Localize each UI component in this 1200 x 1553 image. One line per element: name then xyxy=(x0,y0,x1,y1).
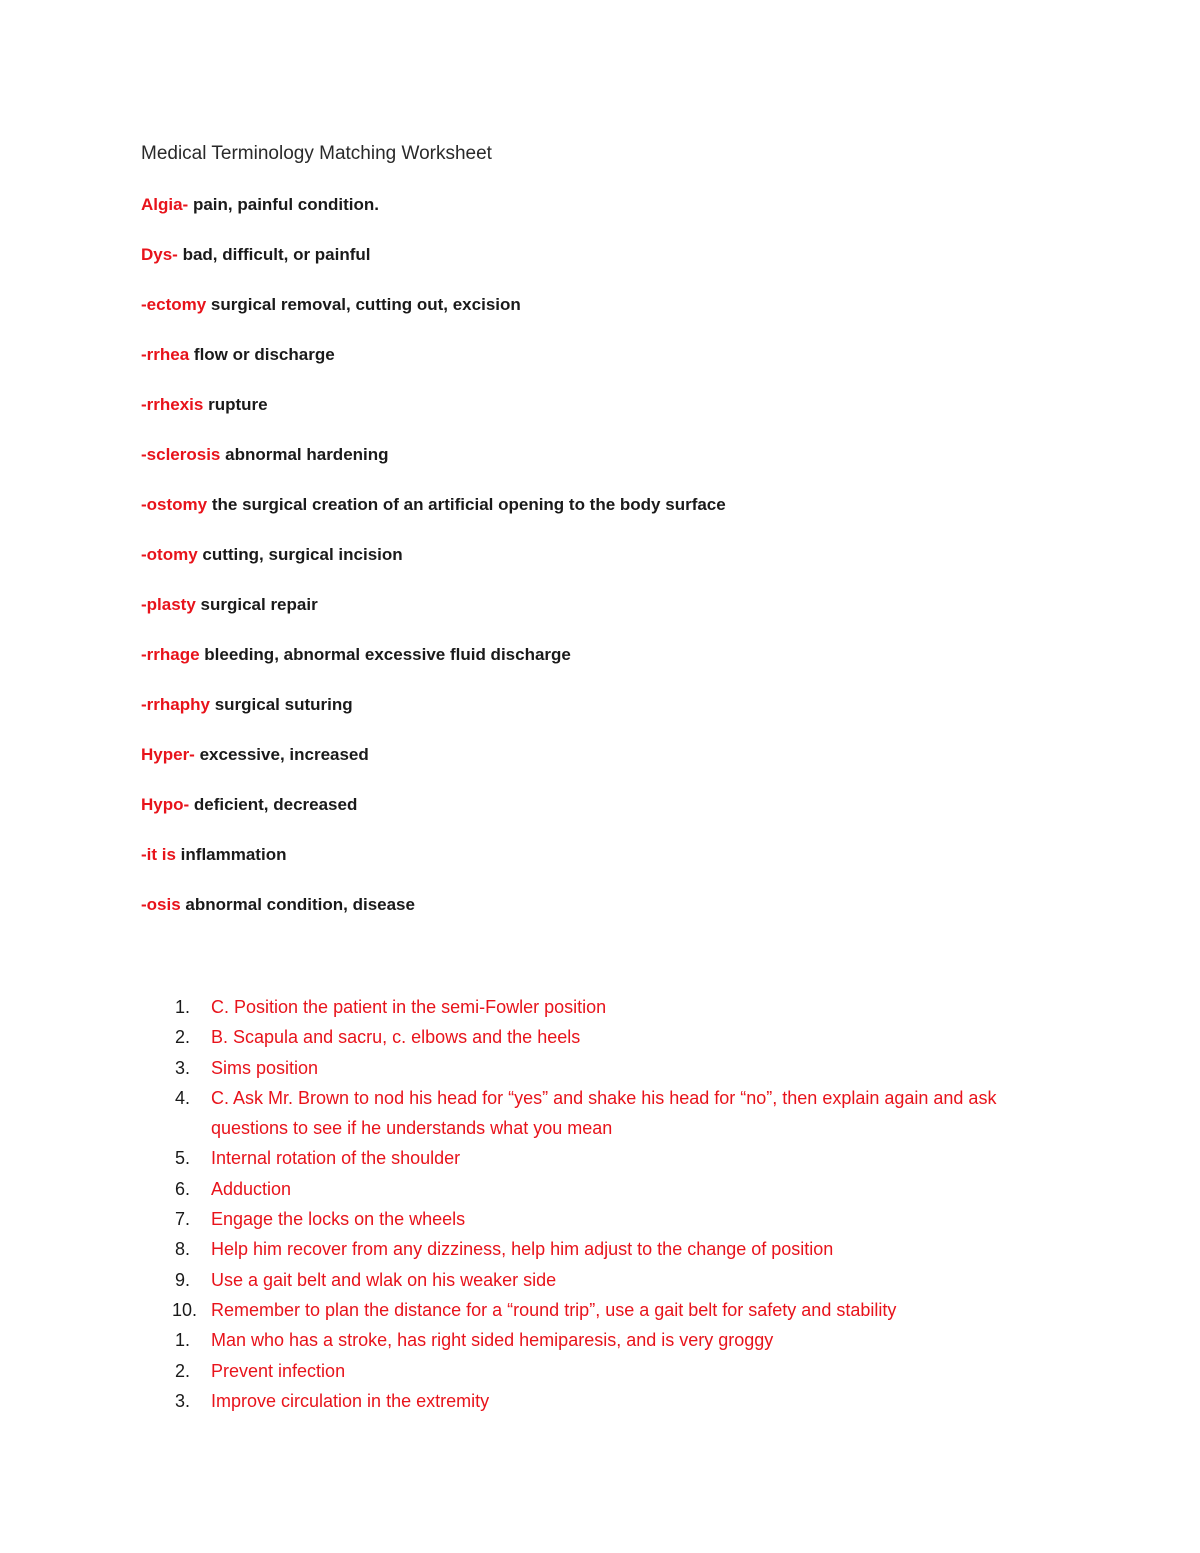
term-item xyxy=(141,193,726,243)
term-item xyxy=(141,643,726,693)
answer-number: 7. xyxy=(175,1209,191,1230)
term-item xyxy=(141,493,726,543)
term-definition: rupture xyxy=(203,395,268,414)
answer-item xyxy=(141,1325,1061,1355)
term-item xyxy=(141,793,726,843)
answer-item xyxy=(141,1053,1061,1083)
term-list xyxy=(141,193,726,943)
answer-item xyxy=(141,1174,1061,1204)
term-item xyxy=(141,743,726,793)
term-definition: surgical removal, cutting out, excision xyxy=(206,295,521,314)
term-word: -sclerosis xyxy=(141,445,221,464)
term-word: -plasty xyxy=(141,595,196,614)
answer-item xyxy=(141,1022,1061,1052)
answer-text: B. Scapula and sacru, c. elbows and the heels xyxy=(211,1027,581,1048)
term-item xyxy=(141,893,726,943)
answer-text: C. Position the patient in the semi-Fowler position xyxy=(211,997,607,1017)
term-definition: bleeding, abnormal excessive fluid discharge xyxy=(199,645,571,664)
term-word: -ostomy xyxy=(141,495,208,514)
term-word: -rrhexis xyxy=(141,395,204,414)
term-item xyxy=(141,693,726,743)
term-definition: bad, difficult, or painful xyxy=(177,245,371,264)
term-word: -it is xyxy=(141,845,176,864)
answer-item xyxy=(141,1204,1061,1234)
answer-item xyxy=(141,1356,1061,1386)
document-title: Medical Terminology Matching Worksheet xyxy=(141,143,492,164)
answer-number: 5. xyxy=(175,1148,191,1169)
answer-item xyxy=(141,1083,1061,1144)
term-word: -rrhea xyxy=(141,345,190,364)
term-word: Algia- xyxy=(141,195,189,214)
answer-number: 10. xyxy=(172,1299,198,1320)
term-item xyxy=(141,843,726,893)
answer-item xyxy=(141,1143,1061,1173)
answer-number: 4. xyxy=(175,1087,191,1108)
term-definition: deficient, decreased xyxy=(189,795,358,814)
term-item xyxy=(141,343,726,393)
answer-item xyxy=(141,992,1061,1022)
term-definition: surgical suturing xyxy=(209,695,353,714)
answer-text: Remember to plan the distance for a “round trip”, use a gait belt for safety and stability xyxy=(211,1299,897,1320)
answer-text: Prevent infection xyxy=(211,1360,346,1381)
answer-text: Engage the locks on the wheels xyxy=(211,1209,466,1230)
term-definition: cutting, surgical incision xyxy=(197,545,403,564)
term-definition: excessive, increased xyxy=(194,745,369,764)
term-item xyxy=(141,243,726,293)
term-item xyxy=(141,443,726,493)
answer-number: 2. xyxy=(175,1360,191,1381)
term-word: -otomy xyxy=(141,545,198,564)
answer-text: Man who has a stroke, has right sided hemiparesis, and is very groggy xyxy=(211,1330,774,1351)
term-word: -osis xyxy=(141,895,181,914)
answer-item xyxy=(141,1386,1061,1416)
term-definition: surgical repair xyxy=(195,595,318,614)
answer-number: 6. xyxy=(175,1178,191,1199)
term-definition: pain, painful condition. xyxy=(188,195,379,214)
term-item xyxy=(141,293,726,343)
answer-text: C. Ask Mr. Brown to nod his head for “yes” and shake his head for “no”, then explain again and ask questions to see if he understands what you mean xyxy=(211,1087,997,1139)
term-item xyxy=(141,543,726,593)
term-item xyxy=(141,393,726,443)
term-definition: abnormal condition, disease xyxy=(180,895,415,914)
answer-text: Help him recover from any dizziness, help him adjust to the change of position xyxy=(211,1239,834,1260)
answer-number: 3. xyxy=(175,1057,191,1078)
answer-text: Adduction xyxy=(211,1178,292,1199)
answer-number: 9. xyxy=(175,1269,191,1290)
answer-text: Internal rotation of the shoulder xyxy=(211,1148,461,1169)
term-definition: inflammation xyxy=(175,845,287,864)
term-word: -ectomy xyxy=(141,295,207,314)
answer-number: 1. xyxy=(175,997,191,1017)
answer-number: 3. xyxy=(175,1390,191,1411)
term-word: -rrhaphy xyxy=(141,695,210,714)
answer-number: 2. xyxy=(175,1027,191,1048)
answer-text: Improve circulation in the extremity xyxy=(211,1390,490,1411)
term-definition: the surgical creation of an artificial opening to the body surface xyxy=(207,495,726,514)
answer-number: 1. xyxy=(175,1330,191,1351)
term-word: Hypo- xyxy=(141,795,190,814)
term-definition: abnormal hardening xyxy=(220,445,389,464)
term-definition: flow or discharge xyxy=(189,345,335,364)
term-word: Hyper- xyxy=(141,745,195,764)
answer-item xyxy=(141,1265,1061,1295)
answer-item xyxy=(141,1295,1061,1325)
term-item xyxy=(141,593,726,643)
term-word: -rrhage xyxy=(141,645,200,664)
answer-text: Use a gait belt and wlak on his weaker side xyxy=(211,1269,557,1290)
term-word: Dys- xyxy=(141,245,178,264)
answer-item xyxy=(141,1234,1061,1264)
answer-number: 8. xyxy=(175,1239,191,1260)
answer-list xyxy=(141,992,1061,1416)
answer-text: Sims position xyxy=(211,1057,319,1078)
